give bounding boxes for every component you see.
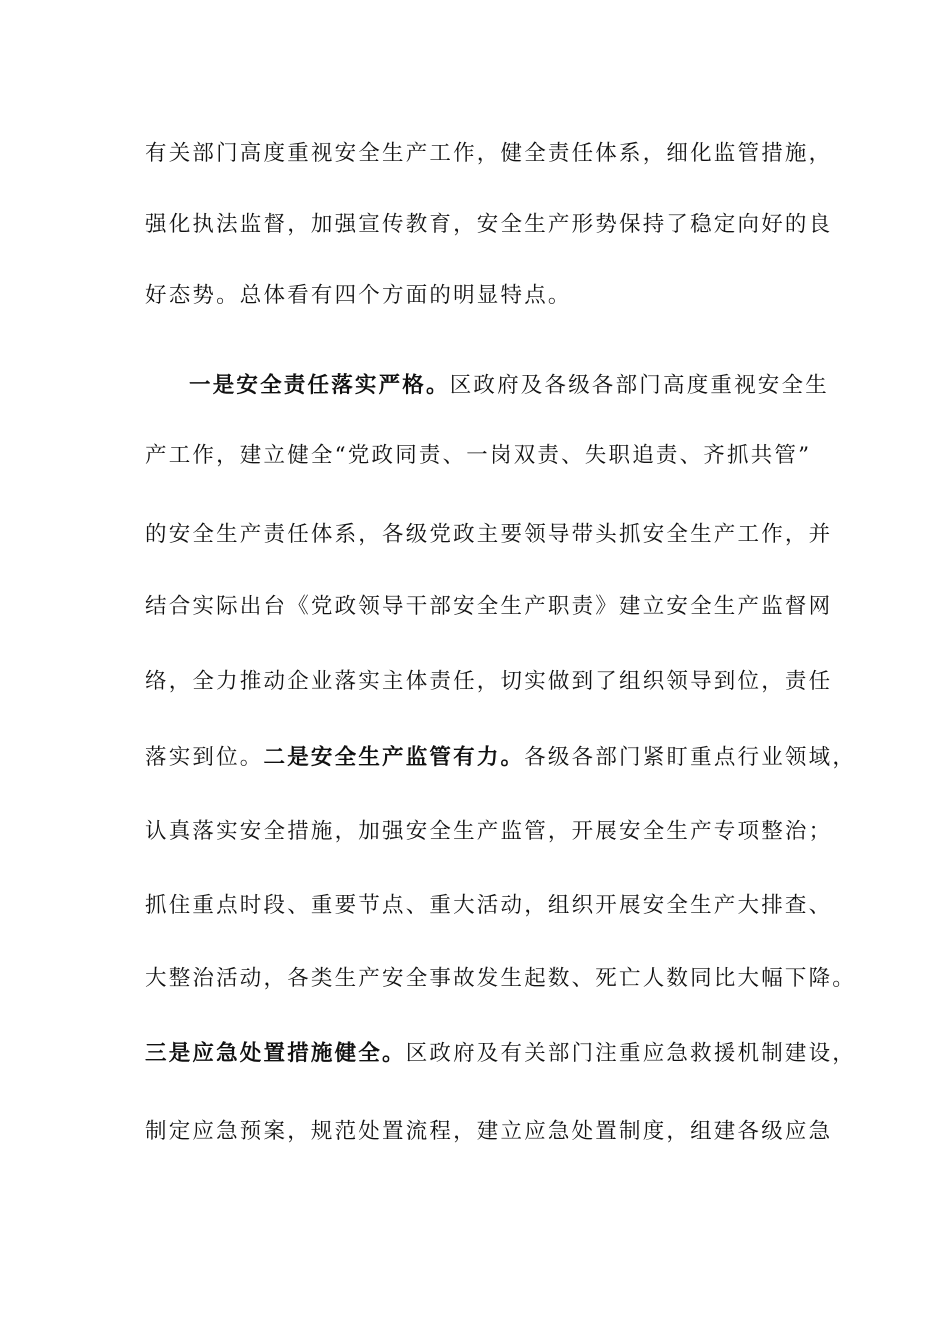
paragraph-first-line <box>189 366 829 406</box>
text-line: 抓住重点时段、重要节点、重大活动，组织开展安全生产大排查、 <box>145 893 833 918</box>
point-one-heading: 一是安全责任落实严格。 <box>189 373 450 398</box>
text-line: 大整治活动，各类生产安全事故发生起数、死亡人数同比大幅下降。 <box>145 966 857 991</box>
text-span: 各级各部门紧盯重点行业领域， <box>524 745 857 770</box>
text-line <box>145 738 857 778</box>
text-line: 强化执法监督，加强宣传教育，安全生产形势保持了稳定向好的良 <box>145 212 833 237</box>
text-line: 结合实际出台《党政领导干部安全生产职责》建立安全生产监督网 <box>145 594 833 619</box>
text-line <box>145 1034 857 1074</box>
text-span: 区政府及各级各部门高度重视安全生 <box>449 373 829 398</box>
text-line: 认真落实安全措施，加强安全生产监管，开展安全生产专项整治； <box>145 819 833 844</box>
text-line: 的安全生产责任体系，各级党政主要领导带头抓安全生产工作，并 <box>145 522 833 547</box>
text-line: 有关部门高度重视安全生产工作，健全责任体系，细化监管措施， <box>145 141 833 166</box>
text-line: 产工作，建立健全“党政同责、一岗双责、失职追责、齐抓共管” <box>145 443 812 468</box>
point-three-heading: 三是应急处置措施健全。 <box>145 1041 406 1066</box>
point-two-heading: 二是安全生产监管有力。 <box>263 745 525 770</box>
text-span: 区政府及有关部门注重应急救援机制建设， <box>405 1041 857 1066</box>
text-line: 好态势。总体看有四个方面的明显特点。 <box>145 283 572 308</box>
text-line: 络，全力推动企业落实主体责任，切实做到了组织领导到位，责任 <box>145 669 833 694</box>
text-line: 制定应急预案，规范处置流程，建立应急处置制度，组建各级应急 <box>145 1119 833 1144</box>
text-span: 落实到位。 <box>145 745 264 770</box>
